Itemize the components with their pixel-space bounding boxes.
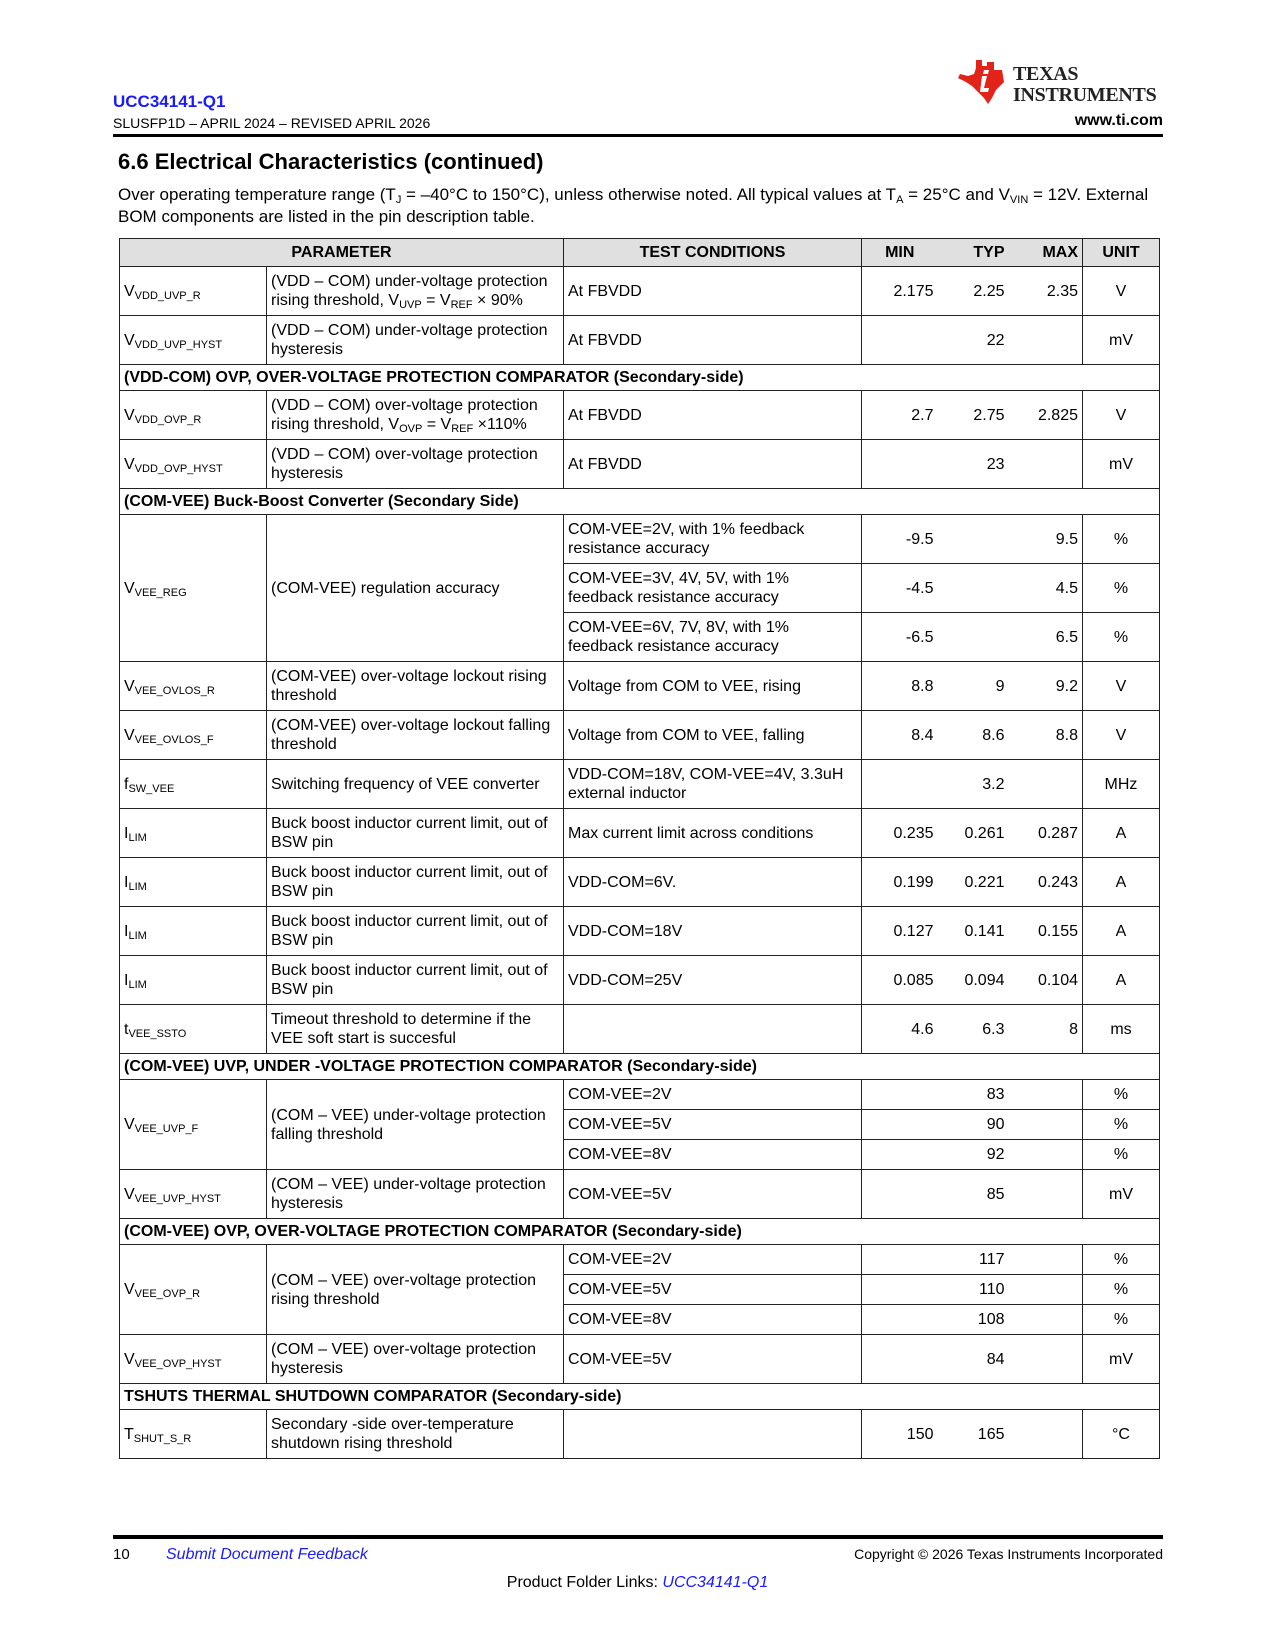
table-header-row — [120, 239, 1160, 267]
min-value: 2.175 — [862, 267, 938, 316]
typ-value — [938, 515, 1009, 564]
parameter-description — [267, 1080, 564, 1170]
unit-value: % — [1083, 1140, 1160, 1170]
text-segment: (COM-VEE) regulation accuracy — [271, 579, 500, 597]
section-label: (COM-VEE) UVP, UNDER -VOLTAGE PROTECTION COMPARATOR (Secondary-side) — [120, 1054, 1160, 1080]
min-value: 8.4 — [862, 711, 938, 760]
submit-feedback-link[interactable]: Submit Document Feedback — [166, 1546, 368, 1563]
subscript: J — [395, 194, 402, 206]
min-value: 8.8 — [862, 662, 938, 711]
table-row — [120, 316, 1160, 365]
test-condition: COM-VEE=5V — [564, 1275, 862, 1305]
test-condition: Voltage from COM to VEE, rising — [564, 662, 862, 711]
table-row — [120, 858, 1160, 907]
test-condition: COM-VEE=2V — [564, 1080, 862, 1110]
min-value: -4.5 — [862, 564, 938, 613]
parameter-description — [267, 1005, 564, 1054]
unit-value: V — [1083, 391, 1160, 440]
unit-value: °C — [1083, 1410, 1160, 1459]
min-value — [862, 1110, 938, 1140]
min-value: 4.6 — [862, 1005, 938, 1054]
max-value: 0.104 — [1009, 956, 1083, 1005]
symbol-subscript: VDD_UVP_R — [134, 289, 201, 302]
parameter-description — [267, 858, 564, 907]
unit-value: mV — [1083, 440, 1160, 489]
test-condition: COM-VEE=5V — [564, 1335, 862, 1384]
unit-value: ms — [1083, 1005, 1160, 1054]
symbol-base: V — [124, 579, 135, 597]
symbol-base: V — [124, 331, 135, 349]
typ-value — [938, 564, 1009, 613]
table-row — [120, 515, 1160, 564]
max-value — [1009, 1110, 1083, 1140]
symbol-subscript: VEE_OVP_R — [134, 1288, 201, 1300]
min-value: -9.5 — [862, 515, 938, 564]
subscript: UVP — [399, 299, 422, 311]
typ-value: 2.75 — [938, 391, 1009, 440]
min-value: 0.199 — [862, 858, 938, 907]
unit-value: A — [1083, 907, 1160, 956]
max-value — [1009, 760, 1083, 809]
typ-value: 22 — [938, 316, 1009, 365]
header-min: MIN — [862, 239, 938, 267]
symbol-base: V — [124, 677, 135, 695]
symbol-subscript: LIM — [128, 880, 147, 893]
max-value: 0.287 — [1009, 809, 1083, 858]
unit-value: % — [1083, 613, 1160, 662]
text-segment: (VDD – COM) over-voltage protection hysteresis — [271, 446, 538, 482]
min-value: 0.127 — [862, 907, 938, 956]
parameter-symbol — [120, 760, 267, 809]
test-condition: VDD-COM=25V — [564, 956, 862, 1005]
test-condition: At FBVDD — [564, 316, 862, 365]
unit-value: mV — [1083, 316, 1160, 365]
max-value — [1009, 316, 1083, 365]
max-value: 2.825 — [1009, 391, 1083, 440]
min-value: -6.5 — [862, 613, 938, 662]
symbol-base: V — [124, 1116, 135, 1133]
test-condition — [564, 1410, 862, 1459]
table-row — [120, 1410, 1160, 1459]
max-value — [1009, 1305, 1083, 1335]
page-number: 10 — [113, 1546, 130, 1563]
text-segment: (COM – VEE) over-voltage protection hysteresis — [271, 1341, 536, 1377]
text-segment: (VDD – COM) under-voltage protection hysteresis — [271, 322, 548, 358]
product-folder-links — [0, 1574, 1275, 1592]
symbol-base: I — [124, 971, 129, 989]
parameter-symbol — [120, 515, 267, 662]
text-segment: Timeout threshold to determine if the VEE soft start is succesful — [271, 1011, 531, 1047]
unit-value: V — [1083, 711, 1160, 760]
symbol-base: V — [124, 1185, 135, 1203]
table-row — [120, 956, 1160, 1005]
text-segment: = –40°C to 150°C), unless otherwise noted. All typical values at T — [401, 185, 897, 204]
max-value — [1009, 1080, 1083, 1110]
min-value — [862, 1245, 938, 1275]
subscript: REF — [450, 299, 473, 311]
text-segment: Buck boost inductor current limit, out of BSW pin — [271, 815, 548, 851]
section-label: TSHUTS THERMAL SHUTDOWN COMPARATOR (Secondary-side) — [120, 1384, 1160, 1410]
symbol-base: T — [124, 1425, 134, 1443]
section-row — [120, 365, 1160, 391]
document-id: UCC34141-Q1 — [113, 92, 226, 111]
typ-value: 2.25 — [938, 267, 1009, 316]
parameter-description — [267, 316, 564, 365]
typ-value: 6.3 — [938, 1005, 1009, 1054]
copyright: Copyright © 2026 Texas Instruments Incorporated — [854, 1546, 1163, 1562]
product-folder-link[interactable]: UCC34141-Q1 — [662, 1574, 769, 1591]
header-unit: UNIT — [1083, 239, 1160, 267]
typ-value: 0.094 — [938, 956, 1009, 1005]
typ-value: 3.2 — [938, 760, 1009, 809]
parameter-symbol — [120, 1410, 267, 1459]
parameter-description — [267, 907, 564, 956]
text-segment: (COM – VEE) under-voltage protection hysteresis — [271, 1176, 546, 1212]
table-row — [120, 267, 1160, 316]
symbol-subscript: LIM — [128, 929, 147, 942]
symbol-base: I — [124, 873, 129, 891]
parameter-symbol — [120, 1335, 267, 1384]
typ-value: 9 — [938, 662, 1009, 711]
unit-value: A — [1083, 809, 1160, 858]
test-condition: COM-VEE=5V — [564, 1110, 862, 1140]
parameter-symbol — [120, 391, 267, 440]
symbol-base: V — [124, 455, 135, 473]
symbol-subscript: VEE_OVP_HYST — [134, 1357, 222, 1370]
table-row — [120, 391, 1160, 440]
min-value: 0.235 — [862, 809, 938, 858]
parameter-description — [267, 760, 564, 809]
parameter-symbol — [120, 1005, 267, 1054]
website-link[interactable]: www.ti.com — [1074, 112, 1163, 129]
table-row — [120, 440, 1160, 489]
table-row — [120, 662, 1160, 711]
max-value — [1009, 1245, 1083, 1275]
text-segment: (COM – VEE) under-voltage protection falling threshold — [271, 1106, 546, 1143]
min-value: 150 — [862, 1410, 938, 1459]
table-row — [120, 907, 1160, 956]
header-test-conditions: TEST CONDITIONS — [564, 239, 862, 267]
unit-value: V — [1083, 267, 1160, 316]
text-segment: = V — [422, 416, 452, 433]
test-condition: At FBVDD — [564, 440, 862, 489]
typ-value: 85 — [938, 1170, 1009, 1219]
section-row — [120, 1384, 1160, 1410]
symbol-subscript: VEE_UVP_HYST — [134, 1192, 221, 1205]
typ-value: 0.221 — [938, 858, 1009, 907]
typ-value: 165 — [938, 1410, 1009, 1459]
parameter-symbol — [120, 809, 267, 858]
parameter-description — [267, 267, 564, 316]
logo-line-2: INSTRUMENTS — [1013, 84, 1157, 106]
max-value — [1009, 1275, 1083, 1305]
min-value — [862, 1140, 938, 1170]
text-segment: (VDD – COM) under-voltage protection rising threshold, V — [271, 273, 548, 309]
symbol-subscript: VEE_SSTO — [128, 1027, 187, 1040]
symbol-base: V — [124, 406, 135, 424]
table-row — [120, 760, 1160, 809]
max-value: 0.155 — [1009, 907, 1083, 956]
parameter-description — [267, 1245, 564, 1335]
electrical-characteristics-table — [119, 238, 1160, 1459]
text-segment: Buck boost inductor current limit, out of BSW pin — [271, 864, 548, 900]
subscript: A — [896, 194, 904, 206]
parameter-symbol — [120, 1080, 267, 1170]
symbol-base: V — [124, 1350, 135, 1368]
symbol-subscript: VEE_OVLOS_F — [134, 733, 214, 746]
unit-value: mV — [1083, 1170, 1160, 1219]
parameter-description — [267, 809, 564, 858]
min-value — [862, 1275, 938, 1305]
ti-logo — [958, 58, 1163, 108]
min-value — [862, 1335, 938, 1384]
test-condition: COM-VEE=3V, 4V, 5V, with 1% feedback resistance accuracy — [564, 564, 862, 613]
text-segment: ×110% — [473, 416, 527, 433]
subscript: REF — [451, 423, 474, 435]
table-row — [120, 1335, 1160, 1384]
footer-rule — [113, 1535, 1163, 1539]
text-segment: × 90% — [472, 292, 523, 309]
product-folder-label: Product Folder Links: — [506, 1574, 663, 1591]
parameter-symbol — [120, 662, 267, 711]
typ-value: 83 — [938, 1080, 1009, 1110]
unit-value: % — [1083, 1110, 1160, 1140]
typ-value: 0.261 — [938, 809, 1009, 858]
unit-value: % — [1083, 515, 1160, 564]
max-value — [1009, 440, 1083, 489]
parameter-description — [267, 1170, 564, 1219]
parameter-symbol — [120, 956, 267, 1005]
typ-value: 110 — [938, 1275, 1009, 1305]
parameter-description — [267, 515, 564, 662]
table-row — [120, 1080, 1160, 1110]
parameter-symbol — [120, 858, 267, 907]
section-row — [120, 489, 1160, 515]
section-label: (COM-VEE) OVP, OVER-VOLTAGE PROTECTION COMPARATOR (Secondary-side) — [120, 1219, 1160, 1245]
unit-value: mV — [1083, 1335, 1160, 1384]
test-condition: Max current limit across conditions — [564, 809, 862, 858]
text-segment: = 12V. External BOM components are listed in the pin description table. — [118, 185, 1149, 226]
symbol-subscript: SW_VEE — [128, 782, 175, 795]
min-value — [862, 1305, 938, 1335]
symbol-subscript: VEE_OVLOS_R — [134, 684, 215, 697]
section-label: (COM-VEE) Buck-Boost Converter (Secondary Side) — [120, 489, 1160, 515]
typ-value: 117 — [938, 1245, 1009, 1275]
header-max: MAX — [1009, 239, 1083, 267]
table-row — [120, 1005, 1160, 1054]
typ-value: 92 — [938, 1140, 1009, 1170]
unit-value: A — [1083, 956, 1160, 1005]
max-value: 6.5 — [1009, 613, 1083, 662]
unit-value: V — [1083, 662, 1160, 711]
parameter-symbol — [120, 267, 267, 316]
parameter-description — [267, 956, 564, 1005]
text-segment: Over operating temperature range (T — [118, 185, 396, 204]
text-segment: Buck boost inductor current limit, out of BSW pin — [271, 962, 548, 998]
symbol-subscript: LIM — [128, 978, 147, 991]
section-row — [120, 1219, 1160, 1245]
max-value: 2.35 — [1009, 267, 1083, 316]
unit-value: % — [1083, 1245, 1160, 1275]
typ-value: 23 — [938, 440, 1009, 489]
test-condition: COM-VEE=2V — [564, 1245, 862, 1275]
header-rule — [113, 134, 1163, 137]
section-label: (VDD-COM) OVP, OVER-VOLTAGE PROTECTION COMPARATOR (Secondary-side) — [120, 365, 1160, 391]
unit-value: % — [1083, 1275, 1160, 1305]
test-condition: At FBVDD — [564, 267, 862, 316]
text-segment: (VDD – COM) over-voltage protection rising threshold, V — [271, 397, 538, 433]
max-value: 9.2 — [1009, 662, 1083, 711]
table-row — [120, 809, 1160, 858]
test-condition — [564, 1005, 862, 1054]
parameter-description — [267, 662, 564, 711]
text-segment: = V — [421, 292, 451, 309]
symbol-subscript: VEE_UVP_F — [134, 1123, 199, 1135]
symbol-subscript: VEE_REG — [134, 586, 187, 599]
unit-value: % — [1083, 1080, 1160, 1110]
max-value — [1009, 1335, 1083, 1384]
unit-value: % — [1083, 1305, 1160, 1335]
text-segment: Switching frequency of VEE converter — [271, 775, 540, 793]
symbol-subscript: SHUT_S_R — [133, 1432, 192, 1445]
test-condition: VDD-COM=6V. — [564, 858, 862, 907]
test-condition: VDD-COM=18V, COM-VEE=4V, 3.3uH external inductor — [564, 760, 862, 809]
max-value: 8.8 — [1009, 711, 1083, 760]
symbol-base: f — [124, 775, 129, 793]
symbol-subscript: VDD_OVP_HYST — [134, 462, 223, 475]
intro-text — [118, 184, 1163, 228]
parameter-description — [267, 1335, 564, 1384]
parameter-description — [267, 391, 564, 440]
min-value — [862, 440, 938, 489]
typ-value: 0.141 — [938, 907, 1009, 956]
parameter-description — [267, 440, 564, 489]
table-row — [120, 1170, 1160, 1219]
text-segment: (COM-VEE) over-voltage lockout rising threshold — [271, 668, 547, 704]
section-heading: 6.6 Electrical Characteristics (continued) — [118, 149, 544, 174]
test-condition: COM-VEE=6V, 7V, 8V, with 1% feedback resistance accuracy — [564, 613, 862, 662]
document-revision: SLUSFP1D – APRIL 2024 – REVISED APRIL 2026 — [113, 115, 431, 131]
symbol-subscript: VDD_UVP_HYST — [134, 338, 223, 351]
min-value — [862, 1170, 938, 1219]
symbol-subscript: LIM — [128, 831, 147, 844]
text-segment: Buck boost inductor current limit, out of BSW pin — [271, 913, 548, 949]
header-parameter: PARAMETER — [120, 239, 564, 267]
parameter-symbol — [120, 440, 267, 489]
typ-value: 8.6 — [938, 711, 1009, 760]
symbol-base: I — [124, 824, 129, 842]
symbol-base: V — [124, 1281, 135, 1298]
max-value: 0.243 — [1009, 858, 1083, 907]
parameter-symbol — [120, 1170, 267, 1219]
max-value: 8 — [1009, 1005, 1083, 1054]
symbol-base: V — [124, 726, 135, 744]
test-condition: VDD-COM=18V — [564, 907, 862, 956]
subscript: VIN — [1009, 194, 1029, 206]
test-condition: Voltage from COM to VEE, falling — [564, 711, 862, 760]
test-condition: COM-VEE=8V — [564, 1140, 862, 1170]
ti-logo-icon — [958, 58, 1010, 106]
test-condition: COM-VEE=8V — [564, 1305, 862, 1335]
test-condition: COM-VEE=5V — [564, 1170, 862, 1219]
parameter-description — [267, 1410, 564, 1459]
typ-value: 90 — [938, 1110, 1009, 1140]
unit-value: % — [1083, 564, 1160, 613]
parameter-symbol — [120, 907, 267, 956]
min-value: 0.085 — [862, 956, 938, 1005]
test-condition: COM-VEE=2V, with 1% feedback resistance accuracy — [564, 515, 862, 564]
table-row — [120, 1245, 1160, 1275]
min-value — [862, 1080, 938, 1110]
typ-value: 84 — [938, 1335, 1009, 1384]
parameter-symbol — [120, 316, 267, 365]
text-segment: = 25°C and V — [903, 185, 1010, 204]
subscript: OVP — [399, 423, 423, 435]
unit-value: A — [1083, 858, 1160, 907]
symbol-base: I — [124, 922, 129, 940]
text-segment: (COM-VEE) over-voltage lockout falling threshold — [271, 717, 551, 753]
symbol-base: t — [124, 1020, 129, 1038]
text-segment: Secondary -side over-temperature shutdown rising threshold — [271, 1416, 514, 1452]
parameter-symbol — [120, 1245, 267, 1335]
max-value: 9.5 — [1009, 515, 1083, 564]
max-value — [1009, 1410, 1083, 1459]
typ-value — [938, 613, 1009, 662]
symbol-base: V — [124, 282, 135, 300]
symbol-subscript: VDD_OVP_R — [134, 413, 202, 426]
logo-line-1: TEXAS — [1013, 63, 1079, 85]
typ-value: 108 — [938, 1305, 1009, 1335]
parameter-symbol — [120, 711, 267, 760]
min-value: 2.7 — [862, 391, 938, 440]
text-segment: (COM – VEE) over-voltage protection rising threshold — [271, 1271, 536, 1308]
test-condition: At FBVDD — [564, 391, 862, 440]
max-value: 4.5 — [1009, 564, 1083, 613]
min-value — [862, 316, 938, 365]
min-value — [862, 760, 938, 809]
table-row — [120, 711, 1160, 760]
unit-value: MHz — [1083, 760, 1160, 809]
header-typ: TYP — [938, 239, 1009, 267]
parameter-description — [267, 711, 564, 760]
section-row — [120, 1054, 1160, 1080]
max-value — [1009, 1140, 1083, 1170]
max-value — [1009, 1170, 1083, 1219]
